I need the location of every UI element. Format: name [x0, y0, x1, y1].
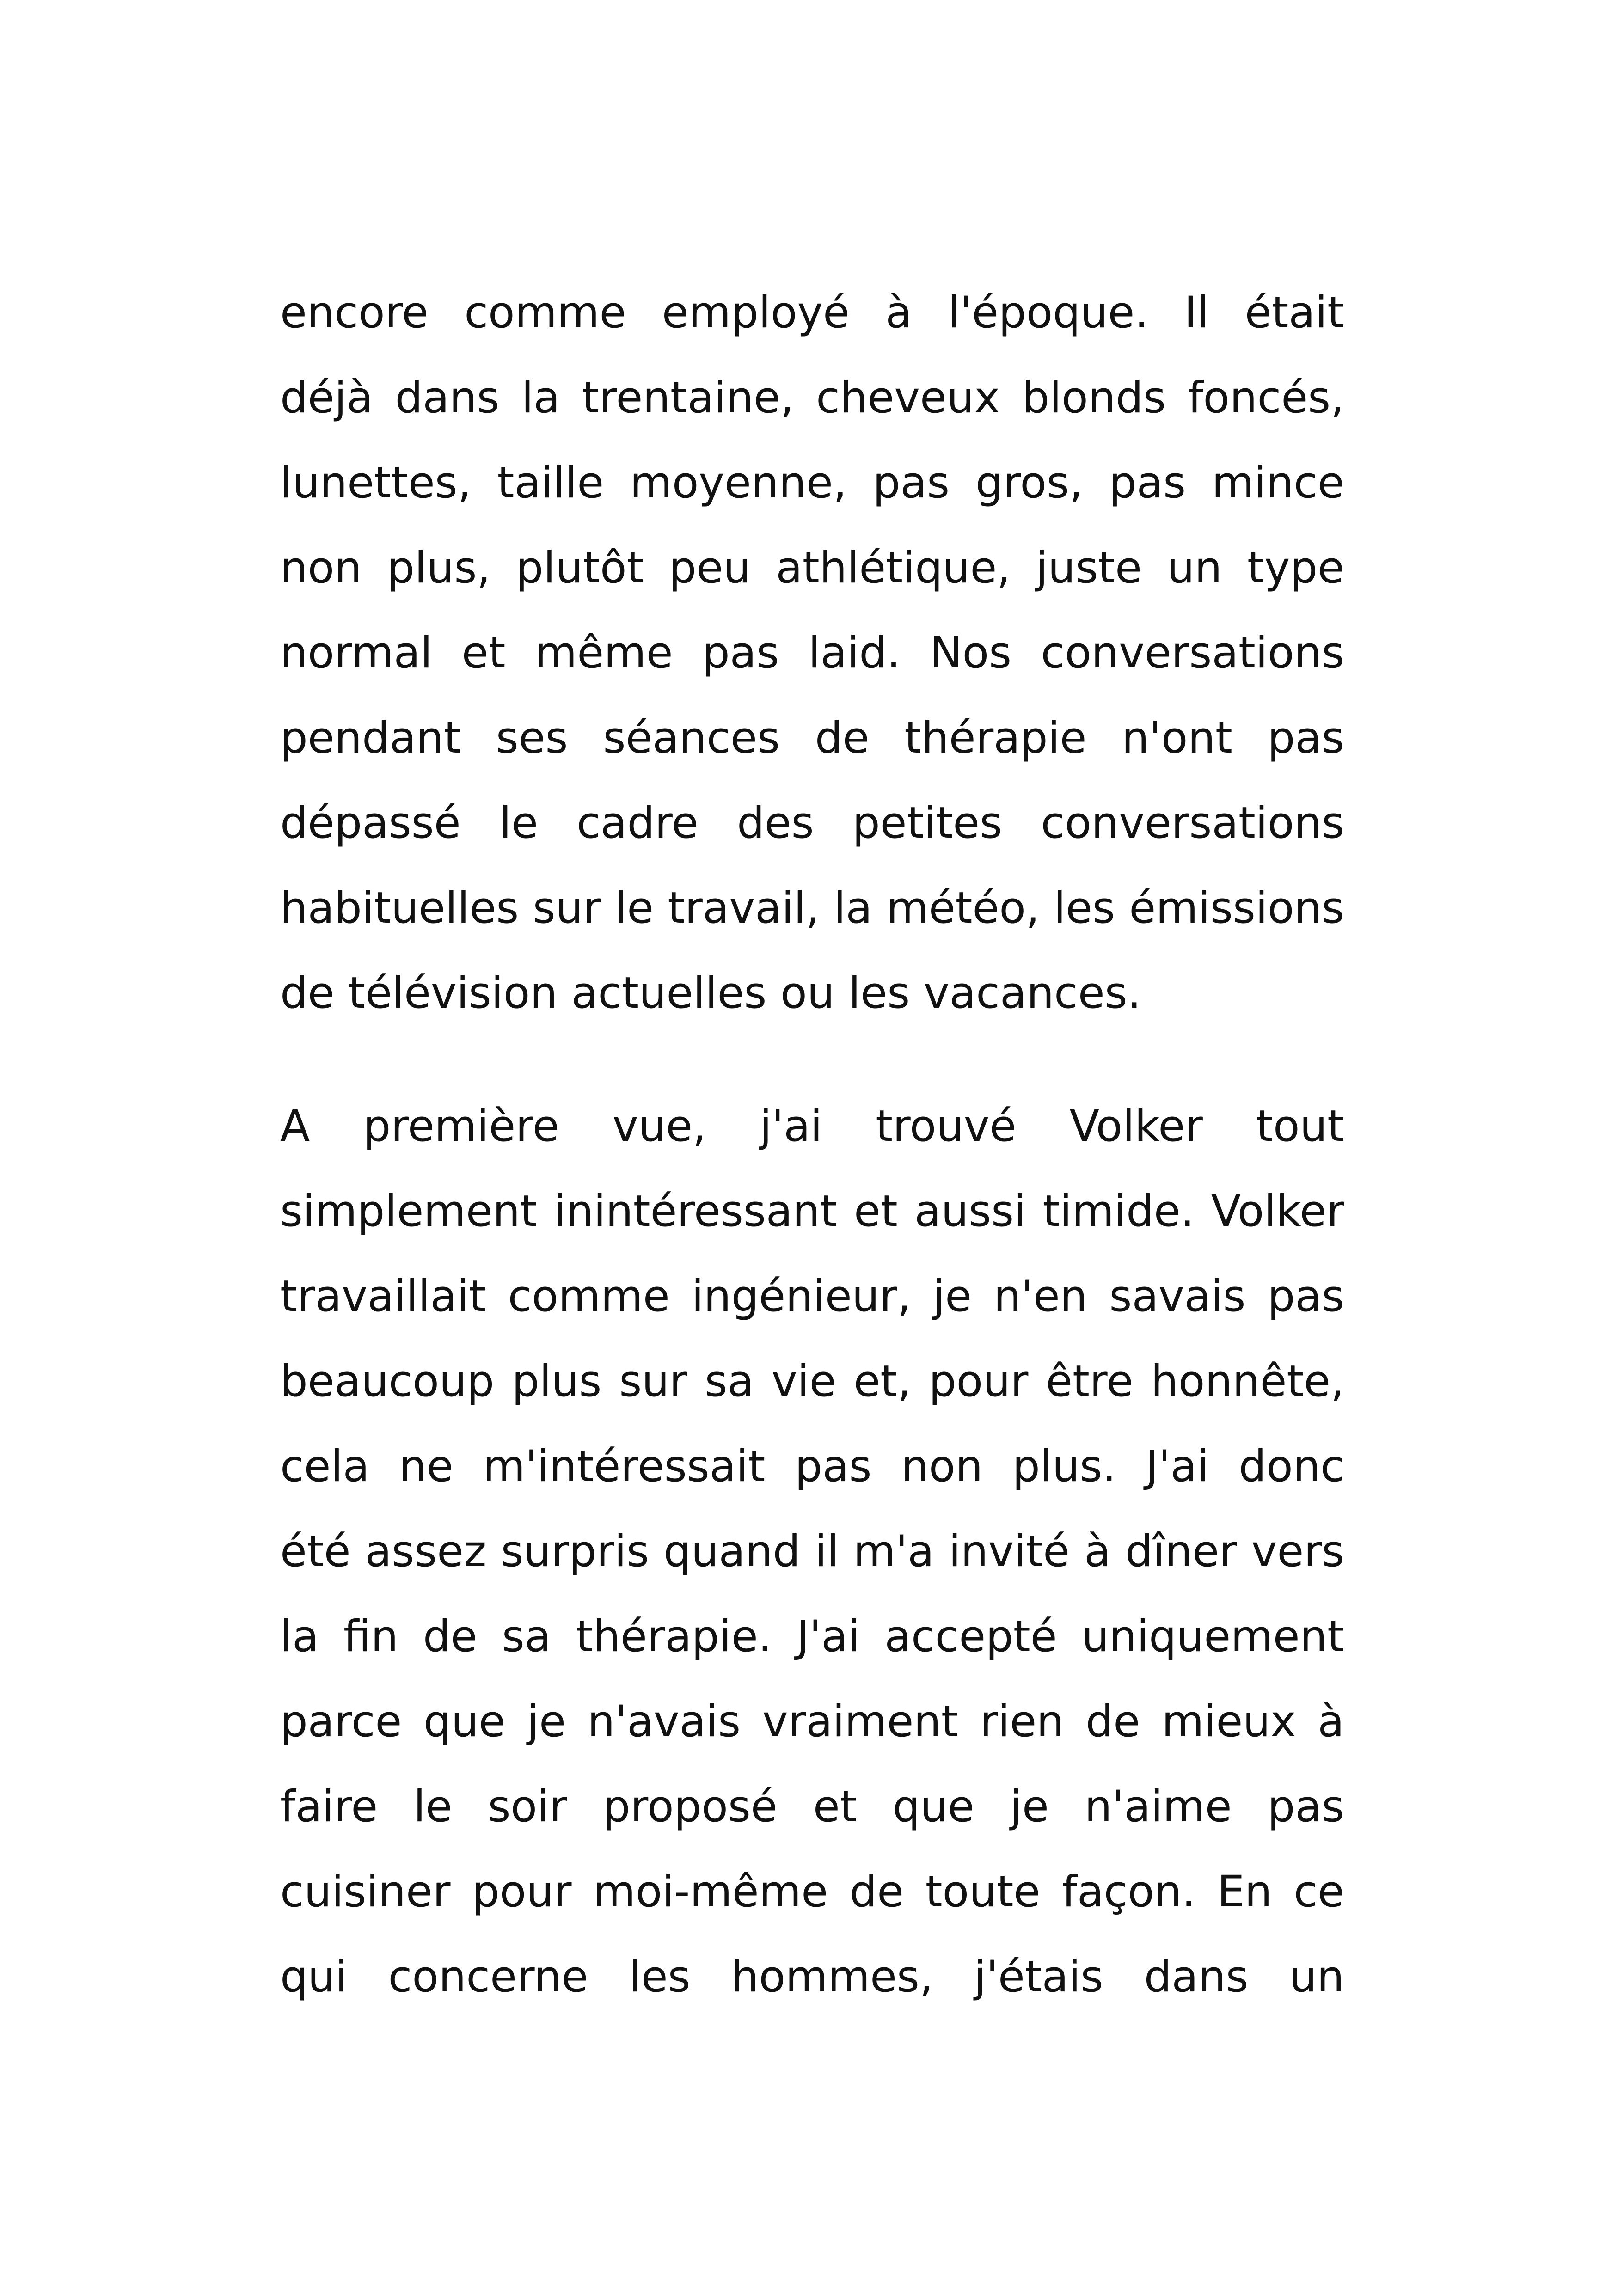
text-line: simplement inintéressant et aussi timide. Volker — [280, 1186, 1344, 1237]
text-line: normal et même pas laid. Nos conversations — [280, 628, 1344, 678]
text-line: cela ne m'intéressait pas non plus. J'ai donc — [280, 1441, 1344, 1492]
paragraph-2 — [280, 1084, 1344, 2020]
text-line: travaillait comme ingénieur, je n'en savais pas — [280, 1271, 1344, 1322]
text-line: été assez surpris quand il m'a invité à dîner vers — [280, 1526, 1344, 1577]
text-line: non plus, plutôt peu athlétique, juste un type — [280, 543, 1344, 593]
text-line: lunettes, taille moyenne, pas gros, pas mince — [280, 458, 1344, 508]
text-line: A première vue, j'ai trouvé Volker tout — [280, 1101, 1344, 1151]
text-line: pendant ses séances de thérapie n'ont pas — [280, 713, 1344, 763]
paragraph-1 — [280, 270, 1344, 1036]
text-line: cuisiner pour moi-même de toute façon. En ce — [280, 1867, 1344, 1917]
text-line: parce que je n'avais vraiment rien de mieux à — [280, 1696, 1344, 1747]
text-line: qui concerne les hommes, j'étais dans un — [280, 1952, 1344, 2002]
text-line: la fin de sa thérapie. J'ai accepté uniquement — [280, 1611, 1344, 1662]
text-line: encore comme employé à l'époque. Il était — [280, 288, 1344, 338]
text-line: beaucoup plus sur sa vie et, pour être honnête, — [280, 1356, 1344, 1407]
text-line: de télévision actuelles ou les vacances. — [280, 968, 1141, 1018]
text-line: habituelles sur le travail, la météo, les émissions — [280, 883, 1344, 933]
text-line: dépassé le cadre des petites conversations — [280, 798, 1344, 848]
text-line: déjà dans la trentaine, cheveux blonds foncés, — [280, 373, 1344, 423]
text-line: faire le soir proposé et que je n'aime pas — [280, 1782, 1344, 1832]
